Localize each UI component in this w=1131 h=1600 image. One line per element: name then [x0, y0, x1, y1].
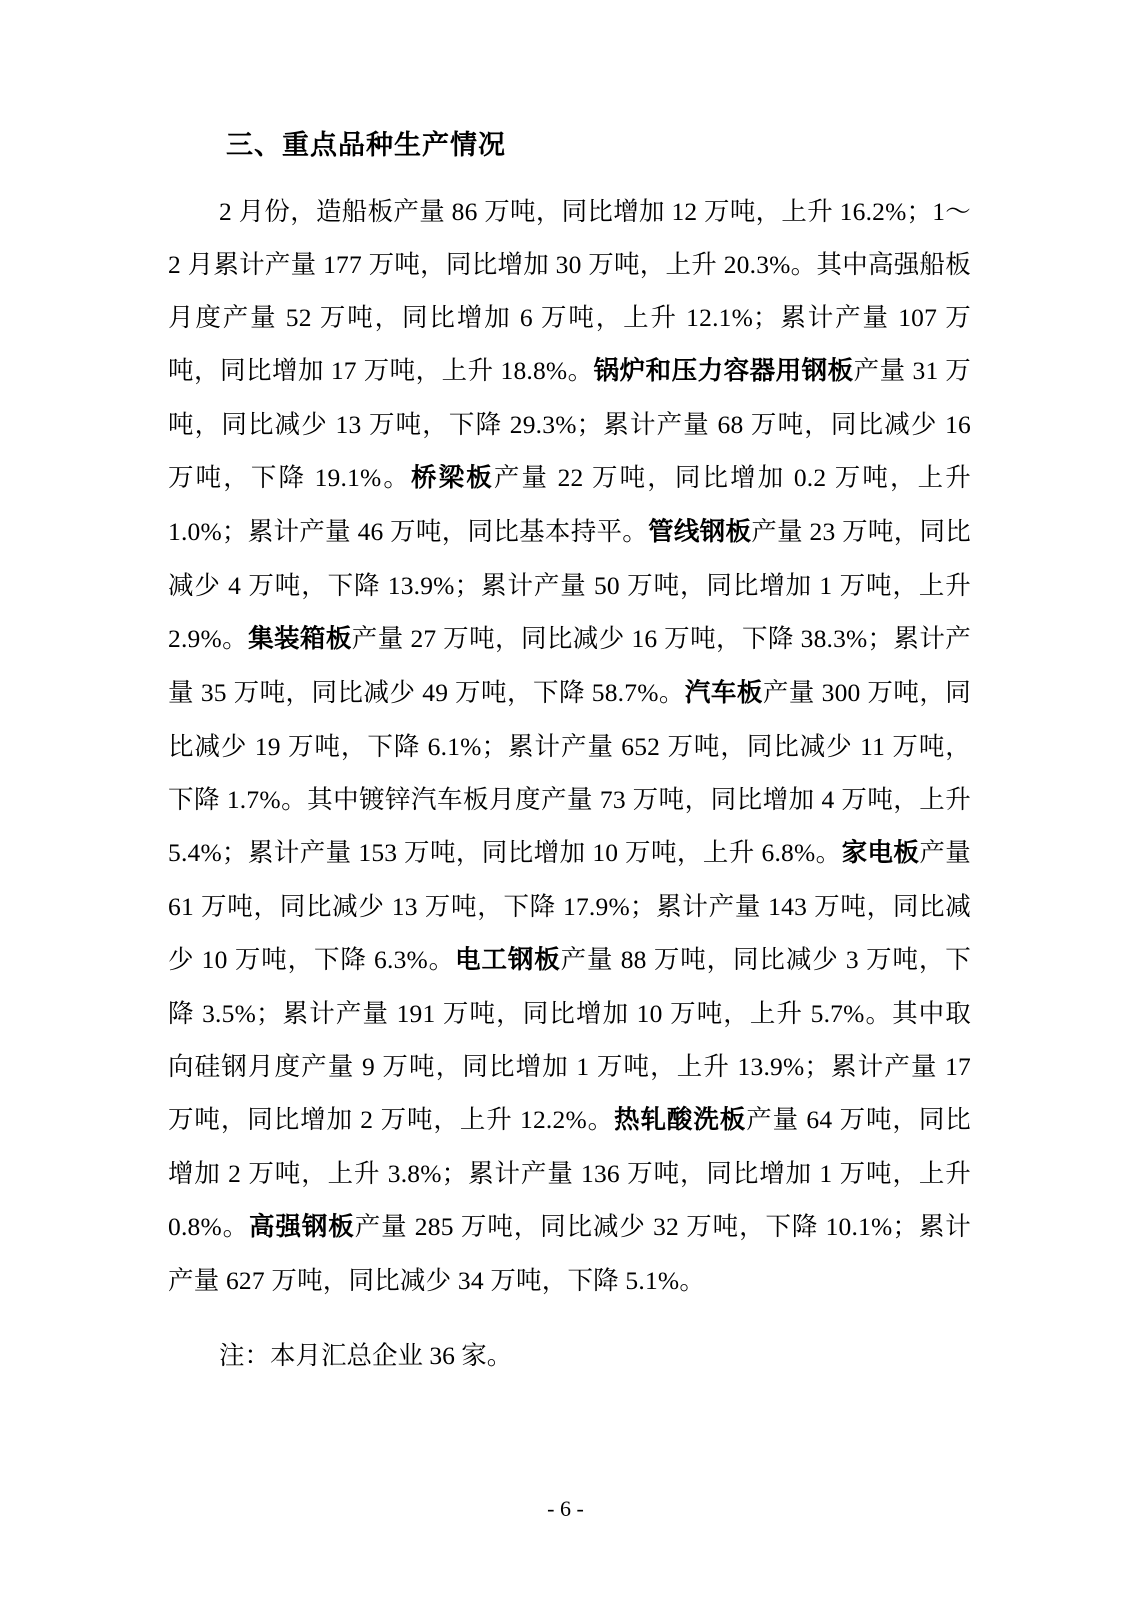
page-number: - 6 - [547, 1496, 584, 1521]
product-name: 热轧酸洗板 [614, 1104, 747, 1135]
paragraph-segment: 产量 22 万吨，同比增加 0.2 万吨，上升 1.0%；累计产量 46 万吨，同比基本持平。 [168, 462, 971, 546]
product-name: 高强钢板 [249, 1211, 355, 1242]
product-name: 锅炉和压力容器用钢板 [593, 355, 854, 386]
paragraph-segment: 产量 285 万吨，同比减少 32 万吨，下降 10.1%；累计产量 627 万吨，同比减少 34 万吨，下降 5.1%。 [168, 1211, 971, 1295]
product-name: 家电板 [841, 837, 920, 868]
paragraph-segment: 2 月份，造船板产量 86 万吨，同比增加 12 万吨，上升 16.2%；1～2 月累计产量 177 万吨，同比增加 30 万吨，上升 20.3%。其中高强船板月度产量 52 万吨，同比增加 6 万吨，上升 12.1%；累计产量 107 万吨，同比增加 17 万吨，上升 18.8%。 [168, 196, 971, 385]
paragraph-segment: 产量 88 万吨，同比减少 3 万吨，下降 3.5%；累计产量 191 万吨，同比增加 10 万吨，上升 5.7%。其中取向硅钢月度产量 9 万吨，同比增加 1 万吨，上升 13.9%；累计产量 17 万吨，同比增加 2 万吨，上升 12.2%。 [168, 944, 971, 1134]
product-name: 桥梁板 [411, 462, 494, 493]
body-paragraph [168, 185, 971, 1307]
product-name: 电工钢板 [455, 944, 561, 975]
product-name: 汽车板 [684, 677, 763, 708]
paragraph-segment: 产量 23 万吨，同比减少 4 万吨，下降 13.9%；累计产量 50 万吨，同比增加 1 万吨，上升 2.9%。 [168, 516, 971, 653]
paragraph-segment: 产量 31 万吨，同比减少 13 万吨，下降 29.3%；累计产量 68 万吨，同比减少 16 万吨，下降 19.1%。 [168, 355, 971, 492]
footnote: 注：本月汇总企业 36 家。 [219, 1340, 513, 1370]
product-name: 集装箱板 [248, 623, 352, 654]
paragraph-segment: 产量 27 万吨，同比减少 16 万吨，下降 38.3%；累计产量 35 万吨，同比减少 49 万吨，下降 58.7%。 [168, 623, 971, 707]
paragraph-segment: 产量 61 万吨，同比减少 13 万吨，下降 17.9%；累计产量 143 万吨，同比减少 10 万吨，下降 6.3%。 [168, 837, 972, 974]
paragraph-segment: 产量 300 万吨，同比减少 19 万吨，下降 6.1%；累计产量 652 万吨，同比减少 11 万吨，下降 1.7%。其中镀锌汽车板月度产量 73 万吨，同比增加 4 万吨，上升 5.4%；累计产量 153 万吨，同比增加 10 万吨，上升 6.8%。 [168, 677, 971, 867]
section-heading: 三、重点品种生产情况 [226, 130, 506, 161]
product-name: 管线钢板 [648, 516, 752, 547]
paragraph-segment: 产量 64 万吨，同比增加 2 万吨，上升 3.8%；累计产量 136 万吨，同比增加 1 万吨，上升 0.8%。 [168, 1104, 971, 1241]
